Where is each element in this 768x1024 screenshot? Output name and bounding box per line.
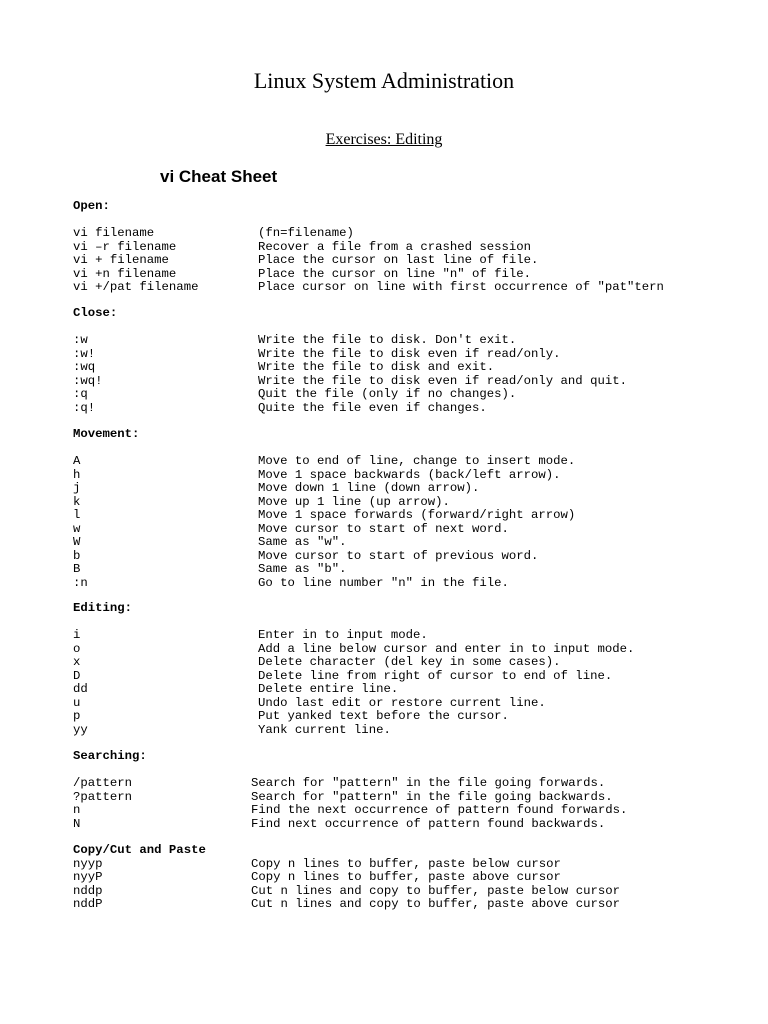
command-text: nyyp [73,856,103,871]
command-text: :n [73,575,88,590]
command-row [73,254,753,268]
command-row [73,898,753,912]
command-text: /pattern [73,776,133,790]
command-text: k [73,494,81,509]
command-row [73,469,753,483]
section-editing [73,602,753,737]
command-description: Write the file to disk and exit. [258,360,495,374]
section-title-open: Open: [73,199,110,213]
command-description: Place the cursor on last line of file. [258,253,539,267]
command-description: Write the file to disk even if read/only. [258,346,561,361]
command-description: Cut n lines and copy to buffer, paste below cursor [251,883,620,898]
command-text: n [73,803,81,817]
command-text: vi +n filename [73,266,177,281]
section-movement [73,428,753,590]
command-row [73,697,753,711]
command-row [73,402,753,416]
command-description: Move cursor to start of previous word. [258,548,539,563]
command-row [73,683,753,697]
document-title: Linux System Administration [253,68,515,93]
command-row [73,724,753,738]
command-description: Same as "b". [258,562,347,576]
command-text: nddP [73,897,103,911]
command-description: Cut n lines and copy to buffer, paste above cursor [251,897,620,911]
command-text: nddp [73,883,103,898]
command-text: :wq! [73,373,103,388]
command-row [73,791,753,805]
command-description: Move down 1 line (down arrow). [258,481,480,495]
section-close [73,307,753,415]
command-row [73,348,753,362]
command-row [73,563,753,577]
command-row [73,523,753,537]
command-description: Delete character (del key in some cases). [258,655,561,669]
command-row [73,375,753,389]
command-description: Quit the file (only if no changes). [258,387,517,401]
command-text: dd [73,682,88,696]
command-description: (fn=filename) [258,226,354,240]
command-row [73,550,753,564]
command-text: h [73,467,81,482]
section-searching [73,750,753,831]
command-description: Recover a file from a crashed session [258,239,532,254]
command-text: w [73,521,81,536]
command-text: l [73,508,81,522]
cheat-sheet-heading: vi Cheat Sheet [160,167,278,186]
command-text: yy [73,722,88,737]
command-description: Copy n lines to buffer, paste below cursor [251,856,561,871]
command-text: B [73,562,81,576]
command-row [73,241,753,255]
command-description: Enter in to input mode. [258,628,428,642]
command-row [73,804,753,818]
section-title-copy-cut-paste: Copy/Cut and Paste [73,843,206,857]
command-description: Add a line below cursor and enter in to input mode. [258,641,635,656]
command-row [73,281,753,295]
command-row [73,885,753,899]
command-description: Move cursor to start of next word. [258,521,509,536]
command-text: vi +/pat filename [73,280,199,294]
command-text: u [73,695,81,710]
command-text: vi + filename [73,253,169,267]
command-text: W [73,535,81,549]
command-row [73,656,753,670]
command-row [73,710,753,724]
command-description: Search for "pattern" in the file going backwards. [251,789,613,804]
command-text: b [73,548,81,563]
command-text: ?pattern [73,789,133,804]
command-text: :wq [73,360,96,374]
command-text: N [73,816,81,831]
command-description: Go to line number "n" in the file. [258,575,509,590]
section-title-movement: Movement: [73,427,140,441]
command-text: i [73,628,81,642]
command-description: Move 1 space forwards (forward/right arrow) [258,508,576,522]
command-row [73,871,753,885]
command-text: x [73,655,81,669]
command-description: Find next occurrence of pattern found backwards. [251,816,606,831]
command-text: A [73,454,81,468]
command-row [73,777,753,791]
command-description: Quite the file even if changes. [258,400,487,415]
command-description: Same as "w". [258,535,347,549]
command-description: Search for "pattern" in the file going forwards. [251,776,606,790]
command-text: j [73,481,81,495]
document-subtitle: Exercises: Editing [325,131,443,148]
section-title-searching: Searching: [73,749,147,763]
command-description: Undo last edit or restore current line. [258,695,546,710]
command-row [73,818,753,832]
command-row [73,629,753,643]
command-text: o [73,641,81,656]
command-text: D [73,668,81,683]
command-description: Delete entire line. [258,682,399,696]
command-text: :q [73,387,88,401]
section-open [73,200,753,295]
command-description: Copy n lines to buffer, paste above cursor [251,870,561,884]
command-description: Write the file to disk. Don't exit. [258,333,517,347]
command-text: nyyP [73,870,103,884]
command-text: p [73,709,81,723]
command-text: vi filename [73,226,155,240]
command-description: Place the cursor on line "n" of file. [258,266,532,281]
section-title-editing: Editing: [73,601,133,615]
command-row [73,509,753,523]
command-description: Move to end of line, change to insert mode. [258,454,576,468]
section-title-close: Close: [73,306,118,320]
command-row [73,643,753,657]
command-description: Place cursor on line with first occurrence of "pat"tern [258,280,664,294]
command-row [73,361,753,375]
command-description: Move up 1 line (up arrow). [258,494,450,509]
command-text: vi –r filename [73,239,177,254]
command-row [73,577,753,591]
command-row [73,536,753,550]
command-row [73,388,753,402]
command-text: :q! [73,400,96,415]
command-description: Find the next occurrence of pattern found forwards. [251,803,628,817]
command-row [73,482,753,496]
command-description: Delete line from right of cursor to end of line. [258,668,613,683]
command-description: Yank current line. [258,722,391,737]
command-row [73,334,753,348]
command-row [73,670,753,684]
section-copy-cut-paste [73,844,753,912]
command-text: :w! [73,346,96,361]
command-row [73,858,753,872]
command-row [73,496,753,510]
command-text: :w [73,333,88,347]
command-row [73,455,753,469]
command-row [73,227,753,241]
command-description: Write the file to disk even if read/only and quit. [258,373,627,388]
command-row [73,268,753,282]
command-description: Move 1 space backwards (back/left arrow). [258,467,561,482]
command-description: Put yanked text before the cursor. [258,709,509,723]
